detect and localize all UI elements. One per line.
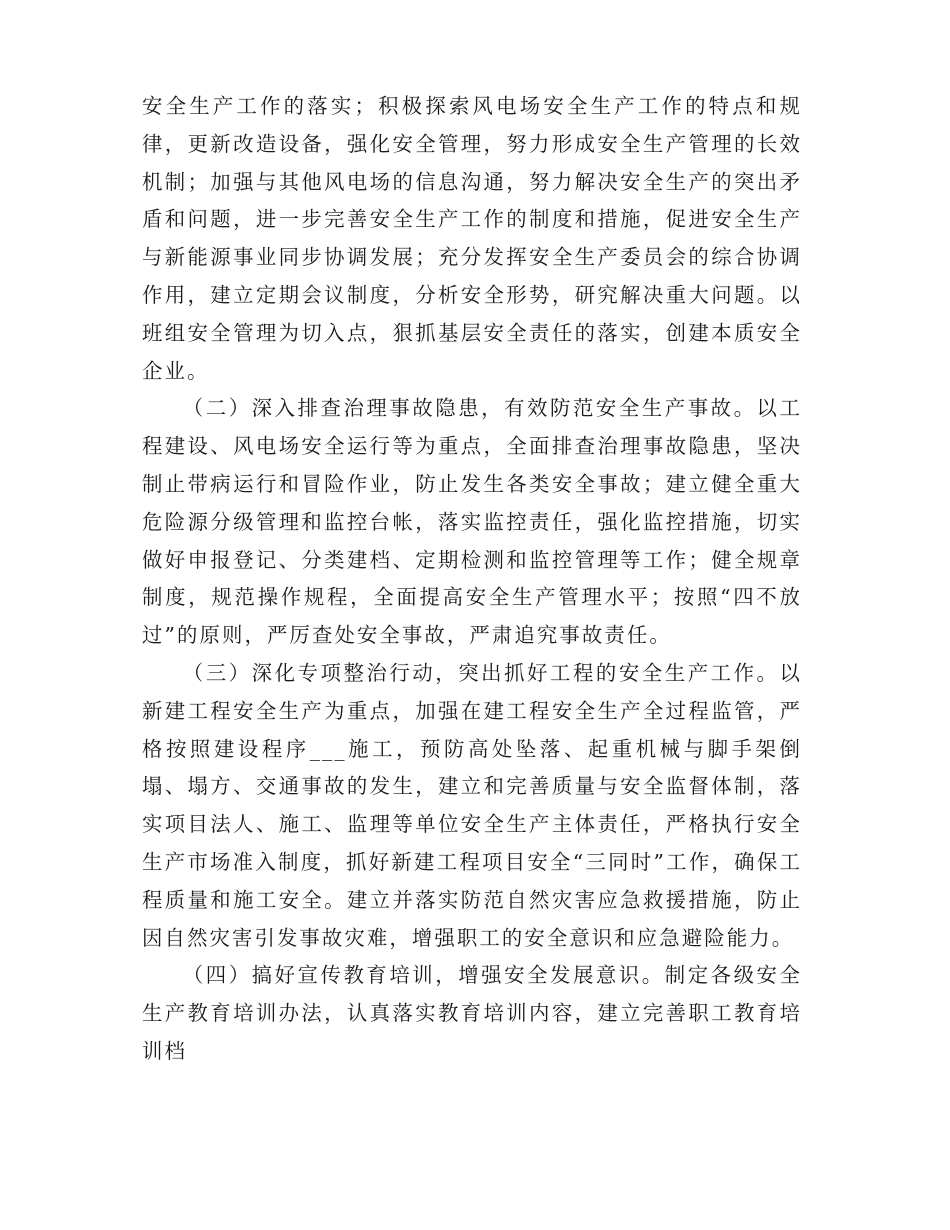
paragraph-safety-mechanism: 安全生产工作的落实；积极探索风电场安全生产工作的特点和规律，更新改造设备，强化安全管理，努力形成安全生产管理的长效机制；加强与其他风电场的信息沟通，努力解决安全生产的突出矛盾和问题，进一步完善安全生产工作的制度和措施，促进安全生产与新能源事业同步协调发展；充分发挥安全生产委员会的综合协调作用，建立定期会议制度，分析安全形势，研究解决重大问题。以班组安全管理为切入点，狠抓基层安全责任的落实，创建本质安全企业。 — [142, 94, 802, 383]
document-body — [142, 88, 802, 1071]
paragraph-education-training: （四）搞好宣传教育培训，增强安全发展意识。制定各级安全生产教育培训办法，认真落实教育培训内容，建立完善职工教育培训档 — [142, 963, 802, 1063]
paragraph-special-rectification: （三）深化专项整治行动，突出抓好工程的安全生产工作。以新建工程安全生产为重点，加强在建工程安全生产全过程监管，严格按照建设程序___施工，预防高处坠落、起重机械与脚手架倒塌、塌方、交通事故的发生，建立和完善质量与安全监督体制，落实项目法人、施工、监理等单位安全生产主体责任，严格执行安全生产市场准入制度，抓好新建工程项目安全“三同时”工作，确保工程质量和施工安全。建立并落实防范自然灾害应急救援措施，防止因自然灾害引发事故灾难，增强职工的安全意识和应急避险能力。 — [142, 660, 802, 950]
paragraph-hazard-investigation: （二）深入排查治理事故隐患，有效防范安全生产事故。以工程建设、风电场安全运行等为重点，全面排查治理事故隐患，坚决制止带病运行和冒险作业，防止发生各类安全事故；建立健全重大危险源分级管理和监控台帐，落实监控责任，强化监控措施，切实做好申报登记、分类建档、定期检测和监控管理等工作；健全规章制度，规范操作规程，全面提高安全生产管理水平；按照“四不放过”的原则，严厉查处安全事故，严肃追究事故责任。 — [142, 396, 802, 648]
